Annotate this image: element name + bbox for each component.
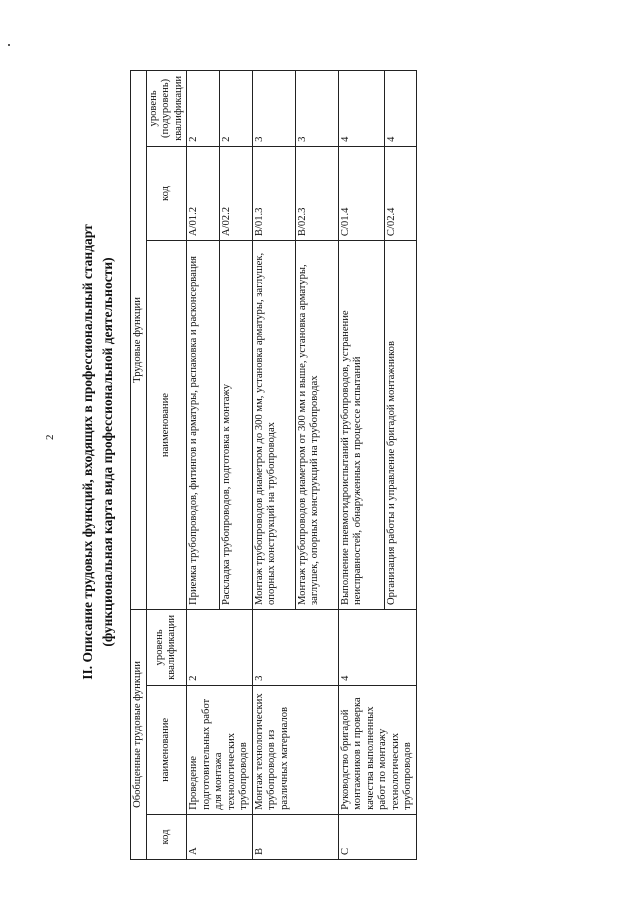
function-name: Приемка трубопроводов, фитингов и арматуры, распаковка и расконсервация [187, 241, 220, 610]
table-row [338, 71, 385, 860]
generalized-name: Монтаж технологических трубопроводов из различных материалов [252, 685, 338, 814]
header-name: наименование [146, 685, 187, 814]
function-level: 2 [187, 71, 220, 147]
function-code: C/01.4 [338, 146, 385, 240]
header-function-name: наименование [146, 241, 187, 610]
header-function-code: код [146, 146, 187, 240]
function-name: Раскладка трубопроводов, подготовка к монтажу [219, 241, 252, 610]
table-row [252, 71, 295, 860]
header-function-level: уровень (подуровень) квалификации [146, 71, 187, 147]
title-line-1: II. Описание трудовых функций, входящих в профессиональный стандарт [80, 224, 95, 680]
function-code: C/02.4 [385, 146, 416, 240]
function-level: 4 [385, 71, 416, 147]
function-name: Организация работы и управление бригадой монтажников [385, 241, 416, 610]
function-name: Выполнение пневмогидроиспытаний трубопроводов, устранение неисправностей, обнаруженных в процессе испытаний [338, 241, 385, 610]
function-code: A/02.2 [219, 146, 252, 240]
scan-speck [8, 44, 10, 46]
header-generalized-functions: Обобщенные трудовые функции [131, 610, 147, 860]
header-code: код [146, 814, 187, 859]
generalized-level: 2 [187, 610, 253, 686]
header-labor-functions: Трудовые функции [131, 71, 147, 610]
function-level: 4 [338, 71, 385, 147]
generalized-level: 4 [338, 610, 416, 686]
generalized-name: Проведение подготовительных работ для монтажа технологических трубопроводов [187, 685, 253, 814]
generalized-level: 3 [252, 610, 338, 686]
rotated-page-content [78, 42, 558, 862]
title-line-2: (функциональная карта вида профессиональной деятельности) [100, 257, 115, 647]
function-code: B/01.3 [252, 146, 295, 240]
section-title [78, 42, 116, 862]
functional-map-table [130, 70, 417, 860]
function-level: 2 [219, 71, 252, 147]
page-number: 2 [44, 434, 56, 440]
function-name: Монтаж трубопроводов диаметром до 300 мм, установка арматуры, заглушек, опорных конструкций на трубопроводах [252, 241, 295, 610]
generalized-code: C [338, 814, 416, 859]
function-level: 3 [295, 71, 338, 147]
table-row [187, 71, 220, 860]
function-code: A/01.2 [187, 146, 220, 240]
function-level: 3 [252, 71, 295, 147]
function-name: Монтаж трубопроводов диаметром от 300 мм и выше, установка арматуры, заглушек, опорных конструкций на трубопроводах [295, 241, 338, 610]
generalized-code: A [187, 814, 253, 859]
generalized-code: B [252, 814, 338, 859]
function-code: B/02.3 [295, 146, 338, 240]
generalized-name: Руководство бригадой монтажников и проверка качества выполненных работ по монтажу технологических трубопроводов [338, 685, 416, 814]
header-qualification-level: уровень квалификации [146, 610, 187, 686]
